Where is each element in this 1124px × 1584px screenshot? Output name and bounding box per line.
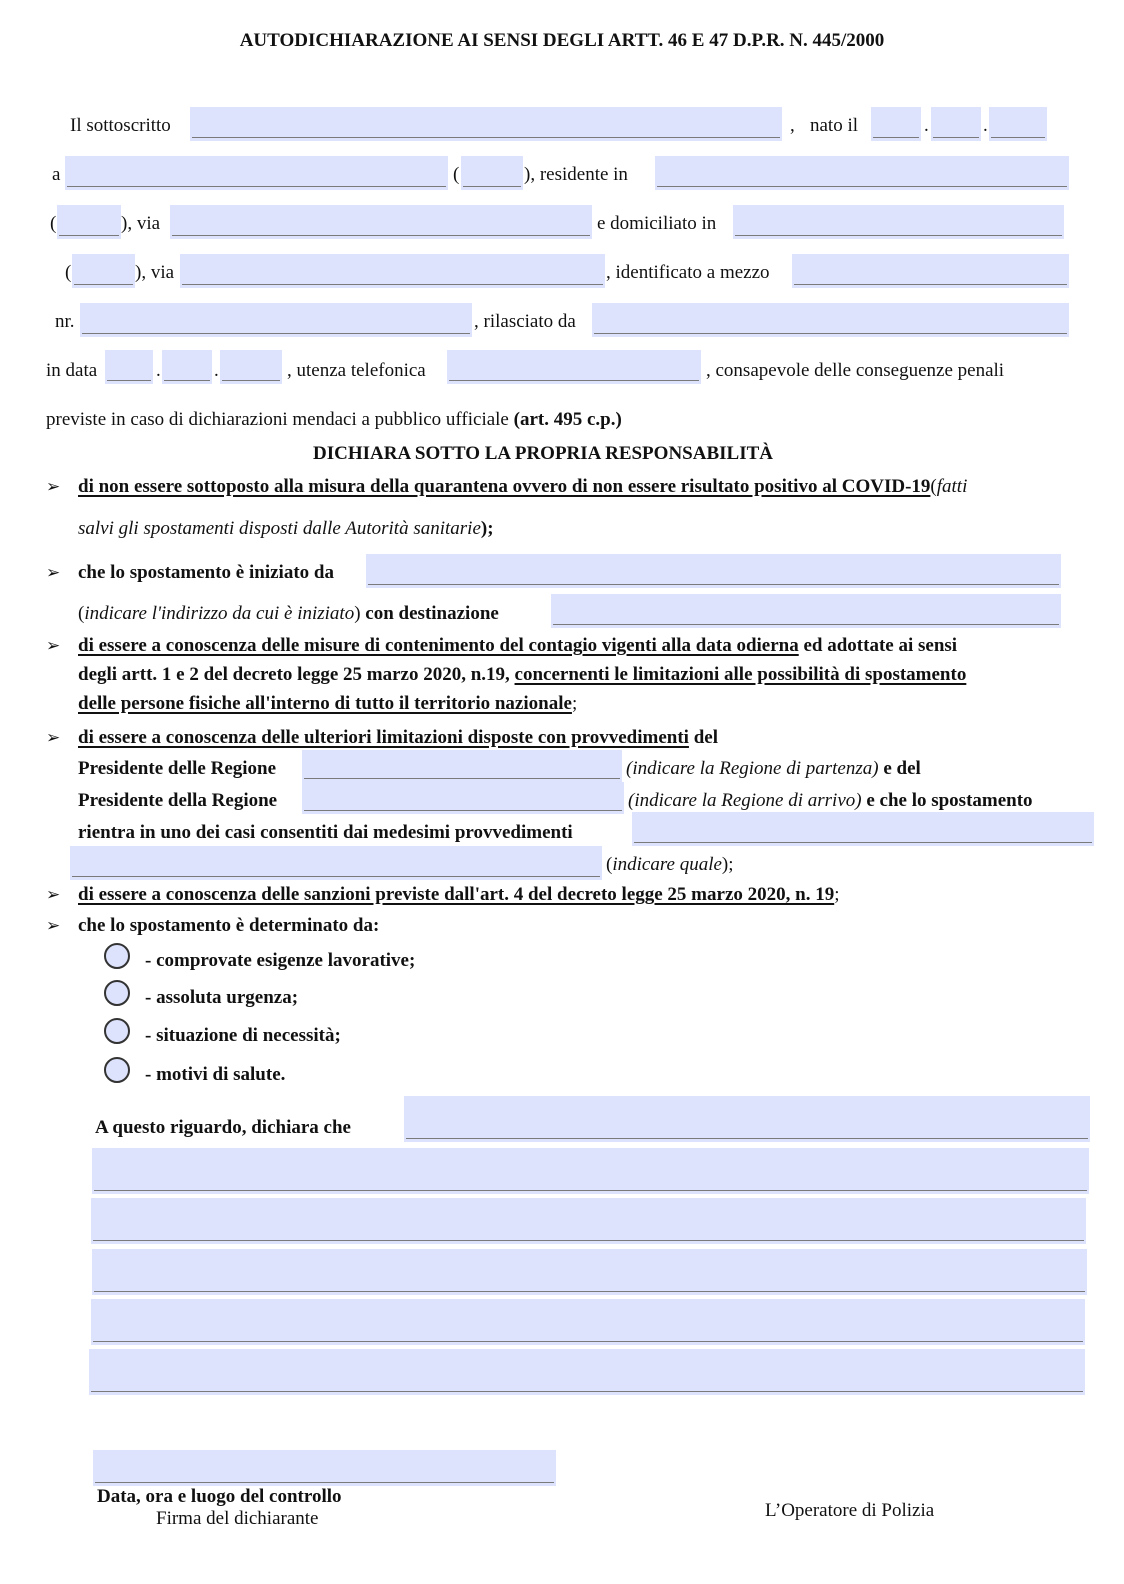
issue-day-field[interactable] <box>105 350 153 384</box>
label-a: a <box>52 164 61 185</box>
issue-year-field[interactable] <box>220 350 282 384</box>
label-riguardo: A questo riguardo, dichiara che <box>95 1117 351 1138</box>
reason-label: - motivi di salute. <box>145 1064 286 1085</box>
section-heading: DICHIARA SOTTO LA PROPRIA RESPONSABILITÀ <box>313 443 773 464</box>
label-presidente-arrivo: Presidente della Regione <box>78 790 278 811</box>
arrow-bullet-icon: ➢ <box>46 885 61 904</box>
declaration-field-4[interactable] <box>92 1249 1087 1295</box>
open-paren: ( <box>50 213 57 234</box>
declaration-field-3[interactable] <box>91 1198 1086 1244</box>
domicile-province-field[interactable] <box>72 254 135 288</box>
birth-province-field[interactable] <box>461 156 523 190</box>
label-via: ), via <box>121 213 161 234</box>
reason-label: - comprovate esigenze lavorative; <box>145 950 416 971</box>
reason-label: - assoluta urgenza; <box>145 987 299 1008</box>
reason-label: - situazione di necessità; <box>145 1025 341 1046</box>
page-title: AUTODICHIARAZIONE AI SENSI DEGLI ARTT. 46 E 47 D.P.R. N. 445/2000 <box>239 30 885 51</box>
domicile-city-field[interactable] <box>733 205 1064 239</box>
date-separator: . <box>214 360 219 381</box>
label-regione-partenza: (indicare la Regione di partenza) e del <box>626 758 921 779</box>
allowed-case-field[interactable] <box>632 812 1094 846</box>
id-document-field[interactable] <box>792 254 1069 288</box>
label-previste: previste in caso di dichiarazioni mendaci a pubblico ufficiale (art. 495 c.p.) <box>46 409 622 430</box>
label-rilasciato: , rilasciato da <box>474 311 576 332</box>
label-utenza: , utenza telefonica <box>287 360 426 381</box>
bullet-sanzioni: di essere a conoscenza delle sanzioni previste dall'art. 4 del decreto legge 25 marzo 2020, n. 19; <box>78 884 840 905</box>
issue-month-field[interactable] <box>162 350 212 384</box>
radio-assoluta-urgenza[interactable] <box>104 980 130 1006</box>
label-indicare-indirizzo: (indicare l'indirizzo da cui è iniziato) con destinazione <box>78 603 499 624</box>
label-operatore: L’Operatore di Polizia <box>765 1500 935 1521</box>
allowed-case-field-cont[interactable] <box>70 846 602 880</box>
label-rientra: rientra in uno dei casi consentiti dai medesimi provvedimenti <box>78 822 573 843</box>
bullet-quarantena-cont: salvi gli spostamenti disposti dalle Autorità sanitarie); <box>78 518 494 539</box>
label-identificato: , identificato a mezzo <box>606 262 770 283</box>
label-regione-arrivo: (indicare la Regione di arrivo) e che lo spostamento <box>628 790 1033 811</box>
label-presidente-partenza: Presidente delle Regione <box>78 758 277 779</box>
radio-motivi-salute[interactable] <box>104 1057 130 1083</box>
name-field[interactable] <box>190 107 782 141</box>
document-number-field[interactable] <box>80 303 472 337</box>
open-paren: ( <box>65 262 72 283</box>
residence-province-field[interactable] <box>57 205 121 239</box>
bullet-misure-cont2: delle persone fisiche all'interno di tutto il territorio nazionale; <box>78 693 578 714</box>
label-comma: , <box>790 115 795 136</box>
birth-year-field[interactable] <box>989 107 1047 141</box>
date-separator: . <box>156 360 161 381</box>
domicile-street-field[interactable] <box>180 254 605 288</box>
radio-esigenze-lavorative[interactable] <box>104 943 130 969</box>
label-nr: nr. <box>55 311 75 332</box>
label-residente: ), residente in <box>524 164 628 185</box>
bullet-misure: di essere a conoscenza delle misure di contenimento del contagio vigenti alla data odierna ed adottate ai sensi <box>78 635 958 656</box>
declaration-field-1[interactable] <box>404 1096 1090 1142</box>
radio-situazione-necessita[interactable] <box>104 1018 130 1044</box>
label-spostamento-iniziato: che lo spostamento è iniziato da <box>78 562 334 583</box>
declaration-field-6[interactable] <box>89 1349 1085 1395</box>
label-in-data: in data <box>46 360 98 381</box>
label-domiciliato: e domiciliato in <box>597 213 717 234</box>
bullet-limitazioni: di essere a conoscenza delle ulteriori limitazioni disposte con provvedimenti del <box>78 727 718 748</box>
birth-month-field[interactable] <box>931 107 981 141</box>
arrow-bullet-icon: ➢ <box>46 916 61 935</box>
declaration-field-2[interactable] <box>92 1148 1089 1194</box>
residence-street-field[interactable] <box>170 205 592 239</box>
arrow-bullet-icon: ➢ <box>46 728 61 747</box>
arrow-bullet-icon: ➢ <box>46 477 61 496</box>
bullet-misure-cont: degli artt. 1 e 2 del decreto legge 25 marzo 2020, n.19, concernenti le limitazioni alle possibilità di spostamento <box>78 664 967 685</box>
birth-day-field[interactable] <box>871 107 921 141</box>
date-separator: . <box>924 115 929 136</box>
declaration-field-5[interactable] <box>91 1299 1085 1345</box>
label-sottoscritto: Il sottoscritto <box>70 115 171 136</box>
region-arrival-field[interactable] <box>302 782 624 814</box>
label-consapevole: , consapevole delle conseguenze penali <box>706 360 1005 381</box>
arrow-bullet-icon: ➢ <box>46 636 61 655</box>
control-datetime-field[interactable] <box>93 1450 556 1486</box>
bullet-determinato: che lo spostamento è determinato da: <box>78 915 380 936</box>
residence-city-field[interactable] <box>655 156 1069 190</box>
start-address-field[interactable] <box>366 554 1061 588</box>
issued-by-field[interactable] <box>592 303 1069 337</box>
destination-field[interactable] <box>551 594 1061 628</box>
date-separator: . <box>983 115 988 136</box>
arrow-bullet-icon: ➢ <box>46 563 61 582</box>
label-firma: Firma del dichiarante <box>156 1508 319 1529</box>
bullet-quarantena: di non essere sottoposto alla misura della quarantena ovvero di non essere risultato positivo al COVID-19(fatti <box>78 476 968 497</box>
label-data-ora: Data, ora e luogo del controllo <box>97 1486 342 1507</box>
birthplace-field[interactable] <box>65 156 448 190</box>
label-via: ), via <box>135 262 175 283</box>
region-departure-field[interactable] <box>302 750 622 782</box>
phone-field[interactable] <box>447 350 701 384</box>
label-nato-il: nato il <box>810 115 859 136</box>
open-paren: ( <box>453 164 460 185</box>
label-indicare-quale: (indicare quale); <box>606 854 734 875</box>
